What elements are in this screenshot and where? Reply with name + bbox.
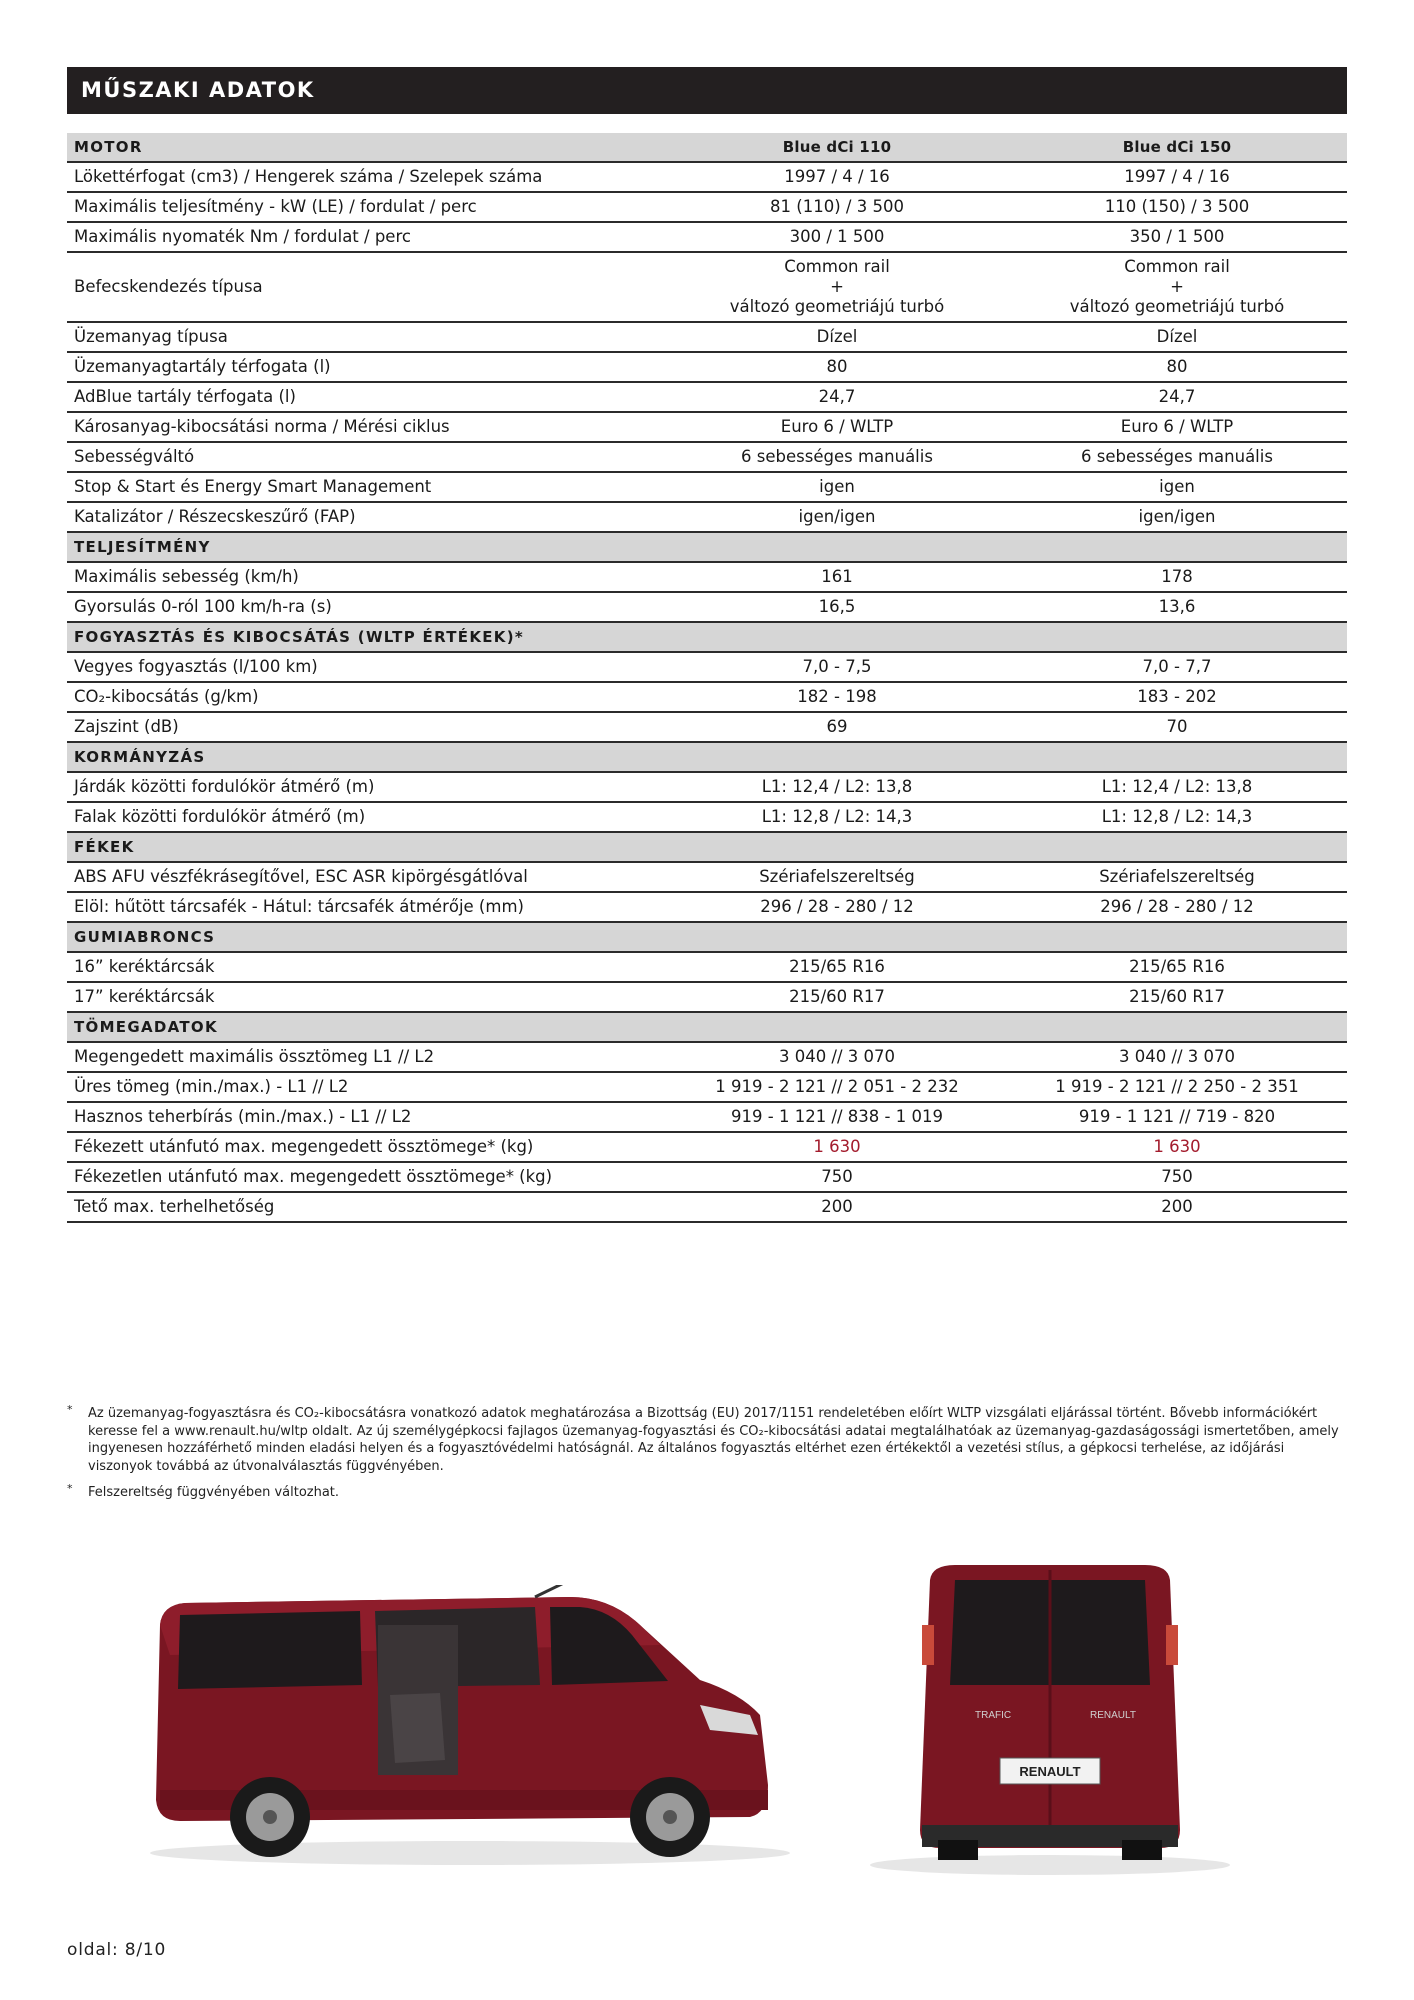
section-title: GUMIABRONCS [67, 922, 667, 952]
value-blue-dci-150: 1 919 - 2 121 // 2 250 - 2 351 [1007, 1072, 1347, 1102]
value-blue-dci-150: 296 / 28 - 280 / 12 [1007, 892, 1347, 922]
value-blue-dci-110: 3 040 // 3 070 [667, 1042, 1007, 1072]
value-blue-dci-110: 215/60 R17 [667, 982, 1007, 1012]
value-blue-dci-110: Euro 6 / WLTP [667, 412, 1007, 442]
value-blue-dci-150: Common rail + változó geometriájú turbó [1007, 252, 1347, 322]
spec-label: Befecskendezés típusa [67, 252, 667, 322]
value-blue-dci-110: 1997 / 4 / 16 [667, 162, 1007, 192]
section-header-row [67, 832, 1347, 862]
footnotes [67, 1405, 1347, 1511]
page-title: MŰSZAKI ADATOK [67, 67, 1347, 114]
table-row [67, 222, 1347, 252]
column-header-blue-dci-110: Blue dCi 110 [667, 133, 1007, 162]
rear-brand-text: RENAULT [1090, 1710, 1136, 1721]
value-blue-dci-110: 215/65 R16 [667, 952, 1007, 982]
column-header-blue-dci-110 [667, 922, 1007, 952]
table-row [67, 252, 1347, 322]
spec-label: Lökettérfogat (cm3) / Hengerek száma / Szelepek száma [67, 162, 667, 192]
footnote [67, 1484, 1347, 1502]
spec-label: Üzemanyagtartály térfogata (l) [67, 352, 667, 382]
table-row [67, 352, 1347, 382]
section-title: FÉKEK [67, 832, 667, 862]
value-blue-dci-150: 7,0 - 7,7 [1007, 652, 1347, 682]
table-row [67, 682, 1347, 712]
value-blue-dci-150: 750 [1007, 1162, 1347, 1192]
value-blue-dci-110: Common rail + változó geometriájú turbó [667, 252, 1007, 322]
spec-label: Stop & Start és Energy Smart Management [67, 472, 667, 502]
value-blue-dci-110: 296 / 28 - 280 / 12 [667, 892, 1007, 922]
section-title: KORMÁNYZÁS [67, 742, 667, 772]
spec-table [67, 133, 1347, 1223]
value-blue-dci-110: 161 [667, 562, 1007, 592]
value-blue-dci-110: 1 919 - 2 121 // 2 051 - 2 232 [667, 1072, 1007, 1102]
value-blue-dci-150: 3 040 // 3 070 [1007, 1042, 1347, 1072]
column-header-blue-dci-110 [667, 532, 1007, 562]
table-row [67, 1192, 1347, 1222]
value-blue-dci-150: 183 - 202 [1007, 682, 1347, 712]
footnote-text: Felszereltség függvényében változhat. [88, 1485, 340, 1500]
table-row [67, 772, 1347, 802]
van-side-image [140, 1585, 800, 1875]
value-blue-dci-150: 1 630 [1007, 1132, 1347, 1162]
table-row [67, 652, 1347, 682]
value-blue-dci-150: 80 [1007, 352, 1347, 382]
value-blue-dci-110: Szériafelszereltség [667, 862, 1007, 892]
value-blue-dci-110: 919 - 1 121 // 838 - 1 019 [667, 1102, 1007, 1132]
column-header-blue-dci-150 [1007, 742, 1347, 772]
table-row [67, 162, 1347, 192]
spec-label: AdBlue tartály térfogata (l) [67, 382, 667, 412]
value-blue-dci-150: 350 / 1 500 [1007, 222, 1347, 252]
table-row [67, 192, 1347, 222]
value-blue-dci-110: 6 sebességes manuális [667, 442, 1007, 472]
table-row [67, 412, 1347, 442]
value-blue-dci-150: 919 - 1 121 // 719 - 820 [1007, 1102, 1347, 1132]
section-header-row [67, 1012, 1347, 1042]
value-blue-dci-150: 215/65 R16 [1007, 952, 1347, 982]
value-blue-dci-110: igen [667, 472, 1007, 502]
section-title: MOTOR [67, 133, 667, 162]
value-blue-dci-110: 200 [667, 1192, 1007, 1222]
spec-label: Falak közötti fordulókör átmérő (m) [67, 802, 667, 832]
table-row [67, 952, 1347, 982]
value-blue-dci-110: 24,7 [667, 382, 1007, 412]
value-blue-dci-150: 13,6 [1007, 592, 1347, 622]
section-header-row [67, 532, 1347, 562]
spec-label: Sebességváltó [67, 442, 667, 472]
value-blue-dci-110: 1 630 [667, 1132, 1007, 1162]
value-blue-dci-150: L1: 12,4 / L2: 13,8 [1007, 772, 1347, 802]
spec-label: Gyorsulás 0-ról 100 km/h-ra (s) [67, 592, 667, 622]
spec-label: Üzemanyag típusa [67, 322, 667, 352]
table-row [67, 712, 1347, 742]
value-blue-dci-150: igen [1007, 472, 1347, 502]
section-header-row [67, 133, 1347, 162]
value-blue-dci-110: 750 [667, 1162, 1007, 1192]
table-row [67, 502, 1347, 532]
spec-label: Hasznos teherbírás (min./max.) - L1 // L2 [67, 1102, 667, 1132]
footnote-mark: * [67, 1482, 73, 1495]
value-blue-dci-150: igen/igen [1007, 502, 1347, 532]
value-blue-dci-150: 215/60 R17 [1007, 982, 1347, 1012]
spec-label: Járdák közötti fordulókör átmérő (m) [67, 772, 667, 802]
value-blue-dci-150: 6 sebességes manuális [1007, 442, 1347, 472]
column-header-blue-dci-150 [1007, 622, 1347, 652]
column-header-blue-dci-150 [1007, 832, 1347, 862]
spec-label: Maximális nyomaték Nm / fordulat / perc [67, 222, 667, 252]
column-header-blue-dci-110 [667, 1012, 1007, 1042]
table-row [67, 592, 1347, 622]
spec-label: Maximális sebesség (km/h) [67, 562, 667, 592]
value-blue-dci-150: 24,7 [1007, 382, 1347, 412]
rear-model-text: TRAFIC [975, 1710, 1012, 1721]
section-header-row [67, 742, 1347, 772]
page-number: oldal: 8/10 [67, 1940, 167, 1960]
table-row [67, 442, 1347, 472]
value-blue-dci-110: 16,5 [667, 592, 1007, 622]
table-row [67, 322, 1347, 352]
value-blue-dci-150: L1: 12,8 / L2: 14,3 [1007, 802, 1347, 832]
value-blue-dci-150: Dízel [1007, 322, 1347, 352]
column-header-blue-dci-110 [667, 622, 1007, 652]
spec-label: ABS AFU vészfékrásegítővel, ESC ASR kipörgésgátlóval [67, 862, 667, 892]
column-header-blue-dci-150 [1007, 1012, 1347, 1042]
spec-label: 16” keréktárcsák [67, 952, 667, 982]
footnote [67, 1405, 1347, 1475]
value-blue-dci-150: 1997 / 4 / 16 [1007, 162, 1347, 192]
column-header-blue-dci-150 [1007, 532, 1347, 562]
value-blue-dci-110: 182 - 198 [667, 682, 1007, 712]
value-blue-dci-110: 300 / 1 500 [667, 222, 1007, 252]
value-blue-dci-110: L1: 12,4 / L2: 13,8 [667, 772, 1007, 802]
value-blue-dci-110: Dízel [667, 322, 1007, 352]
table-row [67, 1162, 1347, 1192]
value-blue-dci-150: 70 [1007, 712, 1347, 742]
footnote-text: Az üzemanyag-fogyasztásra és CO₂-kibocsátásra vonatkozó adatok meghatározása a Bizottság (EU) 2017/1151 rendeletében előírt WLTP vizsgálati eljárással történt. Bővebb információkért keresse fel a www.renault.hu/wltp oldalt. Az új személygépkocsi fajlagos üzemanyag-fogyasztási és CO₂-kibocsátási adatai megtalálhatóak az üzemanyag-gazdaságossági ismertetőben, amely ingyenesen hozzáférhető minden eladási helyen és a fogyasztóvédelmi hatóságnál. Az általános fogyasztás eltérhet ezen értékektől a vezetési stílus, a gépkocsi terhelése, az időjárási viszonyok továbbá az útvonalválasztás függvényében. [88, 1406, 1339, 1474]
section-header-row [67, 922, 1347, 952]
value-blue-dci-110: L1: 12,8 / L2: 14,3 [667, 802, 1007, 832]
column-header-blue-dci-150: Blue dCi 150 [1007, 133, 1347, 162]
table-row [67, 1042, 1347, 1072]
spec-label: Elöl: hűtött tárcsafék - Hátul: tárcsafék átmérője (mm) [67, 892, 667, 922]
value-blue-dci-150: 200 [1007, 1192, 1347, 1222]
value-blue-dci-110: 7,0 - 7,5 [667, 652, 1007, 682]
spec-label: Károsanyag-kibocsátási norma / Mérési ciklus [67, 412, 667, 442]
table-row [67, 862, 1347, 892]
table-row [67, 1102, 1347, 1132]
spec-label: Zajszint (dB) [67, 712, 667, 742]
column-header-blue-dci-150 [1007, 922, 1347, 952]
rear-plate-text: RENAULT [1019, 1764, 1081, 1779]
value-blue-dci-150: 110 (150) / 3 500 [1007, 192, 1347, 222]
spec-label: Maximális teljesítmény - kW (LE) / fordulat / perc [67, 192, 667, 222]
table-row [67, 382, 1347, 412]
value-blue-dci-110: 69 [667, 712, 1007, 742]
spec-label: Üres tömeg (min./max.) - L1 // L2 [67, 1072, 667, 1102]
van-rear-image [860, 1560, 1240, 1880]
table-row [67, 472, 1347, 502]
spec-label: CO₂-kibocsátás (g/km) [67, 682, 667, 712]
table-row [67, 802, 1347, 832]
table-row [67, 1132, 1347, 1162]
table-row [67, 562, 1347, 592]
value-blue-dci-150: Euro 6 / WLTP [1007, 412, 1347, 442]
spec-label: Fékezetlen utánfutó max. megengedett össztömege* (kg) [67, 1162, 667, 1192]
section-title: TÖMEGADATOK [67, 1012, 667, 1042]
spec-label: 17” keréktárcsák [67, 982, 667, 1012]
value-blue-dci-110: 81 (110) / 3 500 [667, 192, 1007, 222]
value-blue-dci-110: igen/igen [667, 502, 1007, 532]
spec-label: Tető max. terhelhetőség [67, 1192, 667, 1222]
table-row [67, 1072, 1347, 1102]
section-header-row [67, 622, 1347, 652]
value-blue-dci-150: 178 [1007, 562, 1347, 592]
spec-label: Megengedett maximális össztömeg L1 // L2 [67, 1042, 667, 1072]
footnote-mark: * [67, 1403, 73, 1416]
column-header-blue-dci-110 [667, 742, 1007, 772]
spec-label: Katalizátor / Részecskeszűrő (FAP) [67, 502, 667, 532]
value-blue-dci-150: Szériafelszereltség [1007, 862, 1347, 892]
spec-label: Vegyes fogyasztás (l/100 km) [67, 652, 667, 682]
value-blue-dci-110: 80 [667, 352, 1007, 382]
column-header-blue-dci-110 [667, 832, 1007, 862]
table-row [67, 982, 1347, 1012]
table-row [67, 892, 1347, 922]
spec-label: Fékezett utánfutó max. megengedett össztömege* (kg) [67, 1132, 667, 1162]
section-title: TELJESÍTMÉNY [67, 532, 667, 562]
section-title: FOGYASZTÁS ÉS KIBOCSÁTÁS (WLTP ÉRTÉKEK)* [67, 622, 667, 652]
